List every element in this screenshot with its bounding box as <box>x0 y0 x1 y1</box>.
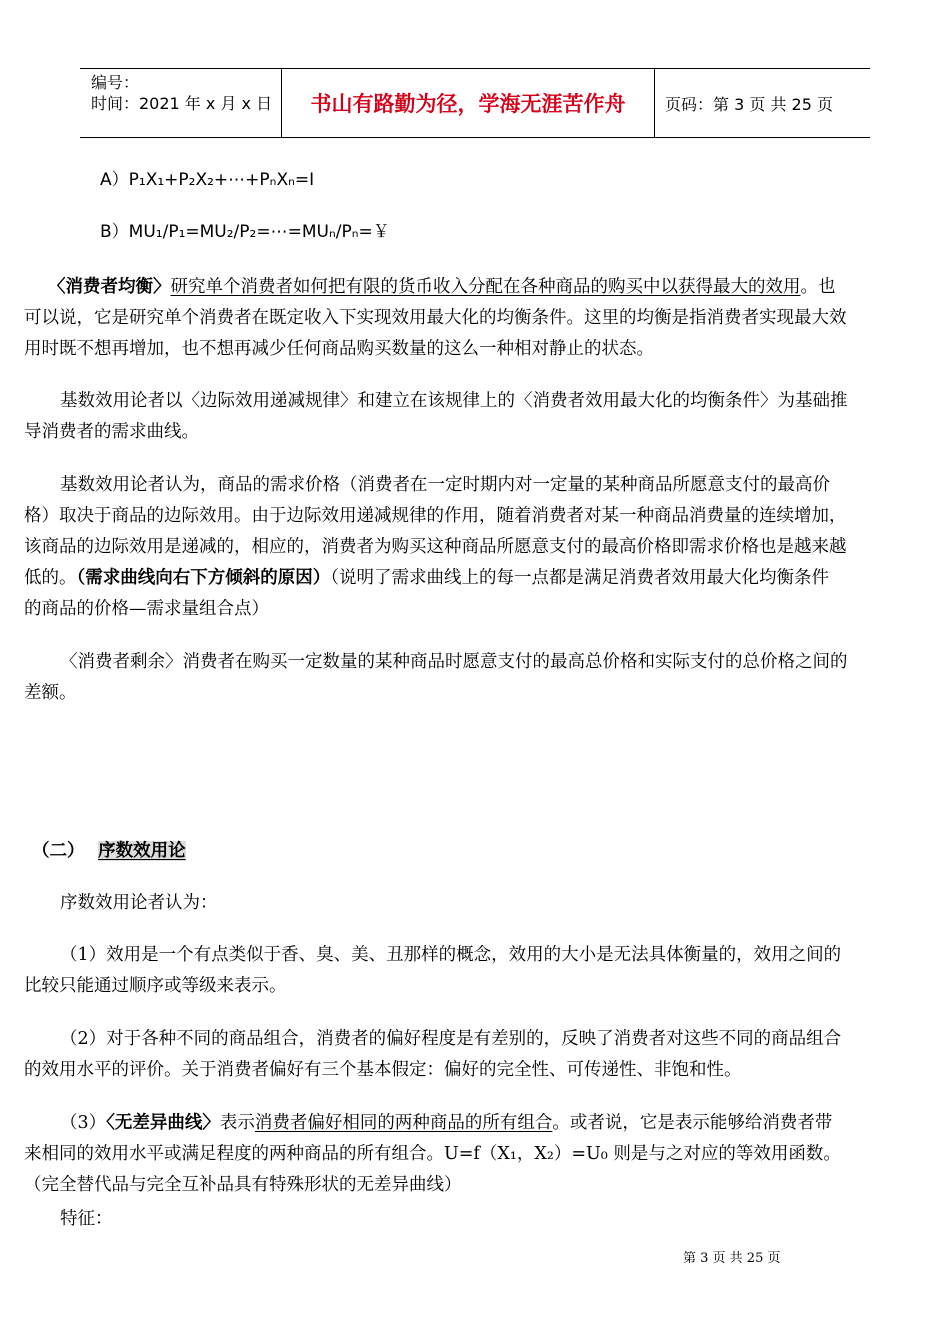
p2-line1: 基数效用论者以〈边际效用递减规律〉和建立在该规律上的〈消费者效用最大化的均衡条件〉为基础推 <box>60 391 848 411</box>
header-meta <box>80 69 281 137</box>
p3-line4-end: （说明了需求曲线上的每一点都是满足消费者效用最大化均衡条件 <box>330 568 829 588</box>
features-label: 特征： <box>60 1209 113 1229</box>
item3-line2: 来相同的效用水平或满足程度的两种商品的所有组合。U=f（X₁，X₂）=U₀ 则是与之对应的等效用函数。 <box>24 1144 841 1164</box>
p1-line1 <box>48 272 948 303</box>
p3-bold-reason: （需求曲线向右下方倾斜的原因） <box>76 568 331 588</box>
section-number: （二） <box>32 841 85 861</box>
item3-prefix: （3） <box>60 1113 107 1133</box>
term-indifference-curve: 〈无差异曲线〉 <box>106 1113 220 1133</box>
item2-line1: （2）对于各种不同的商品组合，消费者的偏好程度是有差别的，反映了消费者对这些不同的商品组合 <box>60 1029 842 1049</box>
section-title: 序数效用论 <box>98 841 186 861</box>
p4-line1: 〈消费者剩余〉消费者在购买一定数量的某种商品时愿意支付的最高总价格和实际支付的总价格之间的 <box>60 652 848 672</box>
p3-line4-start: 低的。 <box>24 568 77 588</box>
p3-line2: 格）取决于商品的边际效用。由于边际效用递减规律的作用，随着消费者对某一种商品消费量的连续增加， <box>24 506 847 526</box>
p1-underlined-definition: 研究单个消费者如何把有限的货币收入分配在各种商品的购买中以获得最大的效用 <box>170 277 801 297</box>
section-heading <box>32 836 932 867</box>
formula-b: B）MU₁/P₁=MU₂/P₂=⋯=MUₙ/Pₙ=￥ <box>100 222 390 242</box>
item1-line2: 比较只能通过顺序或等级来表示。 <box>24 976 287 996</box>
p1-line2: 可以说，它是研究单个消费者在既定收入下实现效用最大化的均衡条件。这里的均衡是指消费者实现最大效 <box>24 308 847 328</box>
formula-a: A）P₁X₁+P₂X₂+⋯+PₙXₙ=I <box>100 170 315 190</box>
item3-underlined-definition: 消费者偏好相同的两种商品的所有组合 <box>254 1113 553 1133</box>
page-header <box>80 68 870 138</box>
p5-line1: 序数效用论者认为： <box>60 893 218 913</box>
p2-line2: 导消费者的需求曲线。 <box>24 422 199 442</box>
item3-mid: 表示 <box>219 1113 255 1133</box>
p3-line3: 该商品的边际效用是递减的，相应的，消费者为购买这种商品所愿意支付的最高价格即需求价格也是越来越 <box>24 537 847 557</box>
item2-line2: 的效用水平的评价。关于消费者偏好有三个基本假定：偏好的完全性、可传递性、非饱和性。 <box>24 1060 742 1080</box>
p1-line3: 用时既不想再增加，也不想再减少任何商品购买数量的这么一种相对静止的状态。 <box>24 339 654 359</box>
item1-line1: （1）效用是一个有点类似于香、臭、美、丑那样的概念，效用的大小是无法具体衡量的，效用之间的 <box>60 945 842 965</box>
term-consumer-equilibrium: 〈消费者均衡〉 <box>48 277 171 297</box>
header-date: 时间：2021 年 x 月 x 日 <box>91 94 273 113</box>
item3-line1 <box>60 1108 950 1139</box>
item3-tail: 。或者说，它是表示能够给消费者带 <box>552 1113 833 1133</box>
page-footer: 第 3 页 共 25 页 <box>683 1251 781 1266</box>
p3-line5: 的商品的价格—需求量组合点） <box>24 599 269 619</box>
p3-line1: 基数效用论者认为，商品的需求价格（消费者在一定时期内对一定量的某种商品所愿意支付的最高价 <box>60 475 830 495</box>
p1-line1-tail: 。也 <box>800 277 836 297</box>
item3-line3: （完全替代品与完全互补品具有特殊形状的无差异曲线） <box>24 1175 462 1195</box>
header-page-info: 页码：第 3 页 共 25 页 <box>665 94 833 114</box>
header-motto: 书山有路勤为径，学海无涯苦作舟 <box>281 69 655 137</box>
p4-line2: 差额。 <box>24 683 77 703</box>
p3-line4 <box>24 563 924 594</box>
header-number-label: 编号： <box>91 73 140 92</box>
